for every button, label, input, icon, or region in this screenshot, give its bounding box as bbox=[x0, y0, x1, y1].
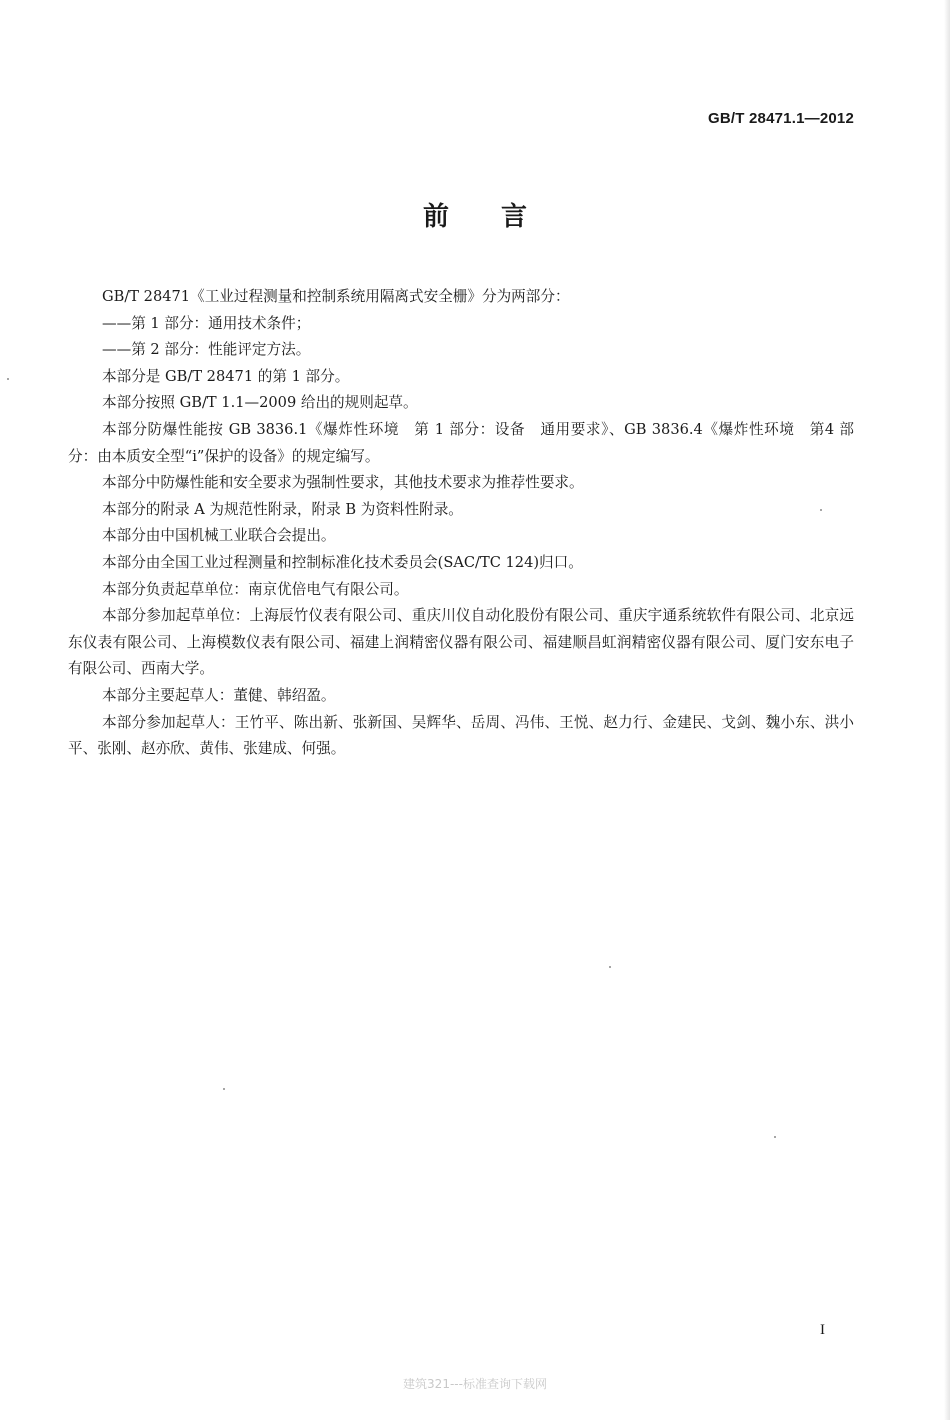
page-number: I bbox=[820, 1322, 825, 1338]
paragraph-part-statement: 本部分是 GB/T 28471 的第 1 部分。 bbox=[102, 367, 350, 385]
paragraph-proposed-by: 本部分由中国机械工业联合会提出。 bbox=[102, 527, 336, 545]
paragraph-drafting-rules: 本部分按照 GB/T 1.1—2009 给出的规则起草。 bbox=[102, 394, 418, 412]
scan-speck bbox=[609, 966, 611, 968]
paragraph-responsible-drafter: 本部分负责起草单位：南京优倍电气有限公司。 bbox=[102, 580, 409, 598]
paragraph-administered-by: 本部分由全国工业过程测量和控制标准化技术委员会(SAC/TC 124)归口。 bbox=[102, 553, 583, 571]
scan-speck bbox=[7, 378, 9, 380]
paragraph-participating-drafters: 本部分参加起草人：王竹平、陈出新、张新国、吴辉华、岳周、冯伟、王悦、赵力行、金建民、戈剑、魏小东、洪小平、张刚、赵亦欣、黄伟、张建成、何强。 bbox=[68, 713, 854, 758]
paragraph-part-2: ——第 2 部分：性能评定方法。 bbox=[102, 341, 311, 359]
paragraph-explosion-proof: 本部分防爆性能按 GB 3836.1《爆炸性环境 第 1 部分：设备 通用要求》、GB 3836.4《爆炸性环境 第4 部分：由本质安全型“i”保护的设备》的规定编写。 bbox=[68, 420, 854, 465]
paragraph-annexes: 本部分的附录 A 为规范性附录，附录 B 为资料性附录。 bbox=[102, 500, 463, 518]
paragraph-parts-intro: GB/T 28471《工业过程测量和控制系统用隔离式安全栅》分为两部分： bbox=[102, 288, 570, 305]
paragraph-participating-units: 本部分参加起草单位：上海辰竹仪表有限公司、重庆川仪自动化股份有限公司、重庆宇通系统软件有限公司、北京远东仪表有限公司、上海模数仪表有限公司、福建上润精密仪器有限公司、福建顺昌虹润精密仪器有限公司、厦门安东电子有限公司、西南大学。 bbox=[68, 607, 854, 678]
foreword-body bbox=[68, 284, 854, 763]
page-title: 前言 bbox=[422, 202, 579, 232]
scan-speck bbox=[820, 509, 822, 511]
paragraph-part-1: ——第 1 部分：通用技术条件； bbox=[102, 314, 311, 332]
watermark-text: 建筑321---标准查询下载网 bbox=[403, 1377, 547, 1391]
paragraph-main-drafters: 本部分主要起草人：董健、韩绍盈。 bbox=[102, 686, 336, 704]
scan-speck bbox=[223, 1088, 225, 1090]
paragraph-mandatory-requirements: 本部分中防爆性能和安全要求为强制性要求，其他技术要求为推荐性要求。 bbox=[102, 474, 584, 492]
scan-speck bbox=[774, 1136, 776, 1138]
standard-number: GB/T 28471.1—2012 bbox=[708, 110, 854, 127]
